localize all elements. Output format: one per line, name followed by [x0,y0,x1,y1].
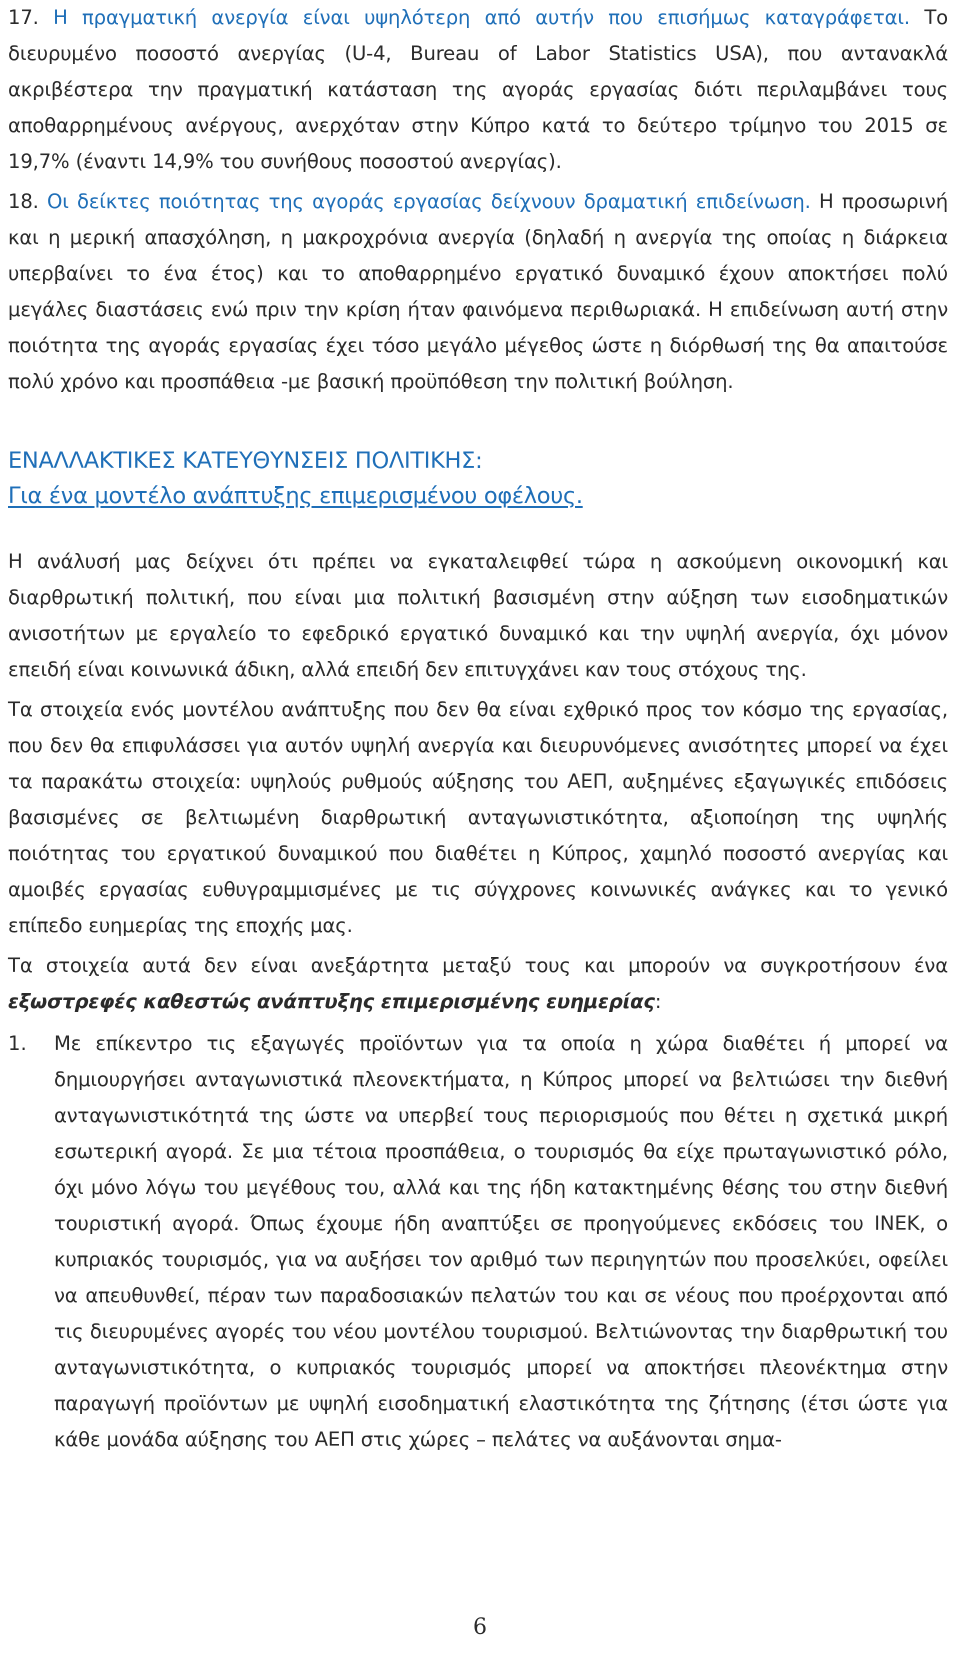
policy-heading [8,444,948,514]
numbered-list [8,1026,948,1458]
list-marker: 1. [8,1032,27,1055]
policy-heading-title: ΕΝΑΛΛΑΚΤΙΚΕΣ ΚΑΤΕΥΘΥΝΣΕΙΣ ΠΟΛΙΤΙΚΗΣ: [8,448,483,474]
page-number: 6 [473,1615,487,1640]
item-heading: Οι δείκτες ποιότητας της αγοράς εργασίας δείχνουν δραματική επιδείνωση. [46,190,811,213]
paragraph-item-18 [8,184,948,400]
paragraph-regime-text: Τα στοιχεία αυτά δεν είναι ανεξάρτητα μεταξύ τους και μπορούν να συγκροτήσουν ένα [8,954,948,977]
item-number: 18. [8,190,39,213]
paragraph-regime-colon: : [654,990,662,1013]
paragraph-regime-emphasis: εξωστρεφές καθεστώς ανάπτυξης επιμερισμένης ευημερίας [8,990,655,1013]
paragraph-item-17 [8,0,948,180]
policy-heading-subtitle: Για ένα μοντέλο ανάπτυξης επιμερισμένου οφέλους. [8,483,583,509]
paragraph-analysis: Η ανάλυσή μας δείχνει ότι πρέπει να εγκαταλειφθεί τώρα η ασκούμενη οικονομική και διαρθρωτική πολιτική, που είναι μια πολιτική βασισμένη στην αύξηση των εισοδηματικών ανισοτήτων με εργαλείο το εφεδρικό εργατικό δυναμικό και την υψηλή ανεργία, όχι μόνον επειδή είναι κοινωνικά άδικη, αλλά επειδή δεν επιτυγχάνει καν τους στόχους της. [8,550,948,681]
item-body: Η προσωρινή και η μερική απασχόληση, η μακροχρόνια ανεργία (δηλαδή η ανεργία της οποίας η διάρκεια υπερβαίνει το ένα έτος) και το αποθαρρημένο εργατικό δυναμικό έχουν αποκτήσει πολύ μεγάλες διαστάσεις ενώ πριν την κρίση ήταν φαινόμενα περιθωριακά. Η επιδείνωση αυτή στην ποιότητα της αγοράς εργασίας έχει τόσο μεγάλο μέγεθος ώστε η διόρθωσή της θα απαιτούσε πολύ χρόνο και προσπάθεια -με βασική προϋπόθεση την πολιτική βούληση. [8,190,948,393]
list-item-text: Με επίκεντρο τις εξαγωγές προϊόντων για τα οποία η χώρα διαθέτει ή μπορεί να δημιουργήσει ανταγωνιστικά πλεονεκτήματα, η Κύπρος μπορεί να βελτιώσει την διεθνή ανταγωνιστικότητά της ώστε να υπερβεί τους περιορισμούς που θέτει η σχετικά μικρή εσωτερική αγορά. Σε μια τέτοια προσπάθεια, ο τουρισμός θα είχε πρωταγωνιστικό ρόλο, όχι μόνο λόγω του μεγέθους του, αλλά και της ήδη κατακτημένης θέσης του στην διεθνή τουριστική αγορά. Όπως έχουμε ήδη αναπτύξει σε προηγούμενες εκδόσεις του ΙΝΕΚ, ο κυπριακός τουρισμός, για να αυξήσει τον αριθμό των περιηγητών που προσελκύει, οφείλει να απευθυνθεί, πέραν των παραδοσιακών πελατών του και σε νέους που προέρχονται από τις διευρυμένες αγορές του νέου μοντέλου τουρισμού. Βελτιώνοντας την διαρθρωτική του ανταγωνιστικότητα, ο κυπριακός τουρισμός μπορεί να αποκτήσει πλεονέκτημα στην παραγωγή προϊόντων με υψηλή εισοδηματική ελαστικότητα της ζήτησης (έτσι ώστε για κάθε μονάδα αύξησης του ΑΕΠ στις χώρες – πελάτες να αυξάνονται σημα- [54,1032,948,1451]
item-heading: Η πραγματική ανεργία είναι υψηλότερη από αυτήν που επισήμως καταγράφεται. [53,6,910,29]
item-number: 17. [8,6,39,29]
item-body: Το διευρυμένο ποσοστό ανεργίας (U-4, Bureau of Labor Statistics USA), που αντανακλά ακριβέστερα την πραγματική κατάσταση της αγοράς εργασίας διότι περιλαμβάνει τους αποθαρρημένους ανέργους, ανερχόταν στην Κύπρο κατά το δεύτερο τρίμηνο του 2015 σε 19,7% (έναντι 14,9% του συνήθους ποσοστού ανεργίας). [8,6,948,173]
paragraph-regime [8,948,948,1020]
document-page [8,0,948,1458]
list-item [8,1026,948,1458]
paragraph-model-elements: Τα στοιχεία ενός μοντέλου ανάπτυξης που δεν θα είναι εχθρικό προς τον κόσμο της εργασίας, που δεν θα επιφυλάσσει για αυτόν υψηλή ανεργία και διευρυνόμενες ανισότητες μπορεί να έχει τα παρακάτω στοιχεία: υψηλούς ρυθμούς αύξησης του ΑΕΠ, αυξημένες εξαγωγικές επιδόσεις βασισμένες σε βελτιωμένη διαρθρωτική ανταγωνιστικότητα, αξιοποίηση της υψηλής ποιότητας του εργατικού δυναμικού που διαθέτει η Κύπρος, χαμηλό ποσοστό ανεργίας και αμοιβές εργασίας ευθυγραμμισμένες με τις σύγχρονες κοινωνικές ανάγκες και το γενικό επίπεδο ευημερίας της εποχής μας. [8,698,948,937]
